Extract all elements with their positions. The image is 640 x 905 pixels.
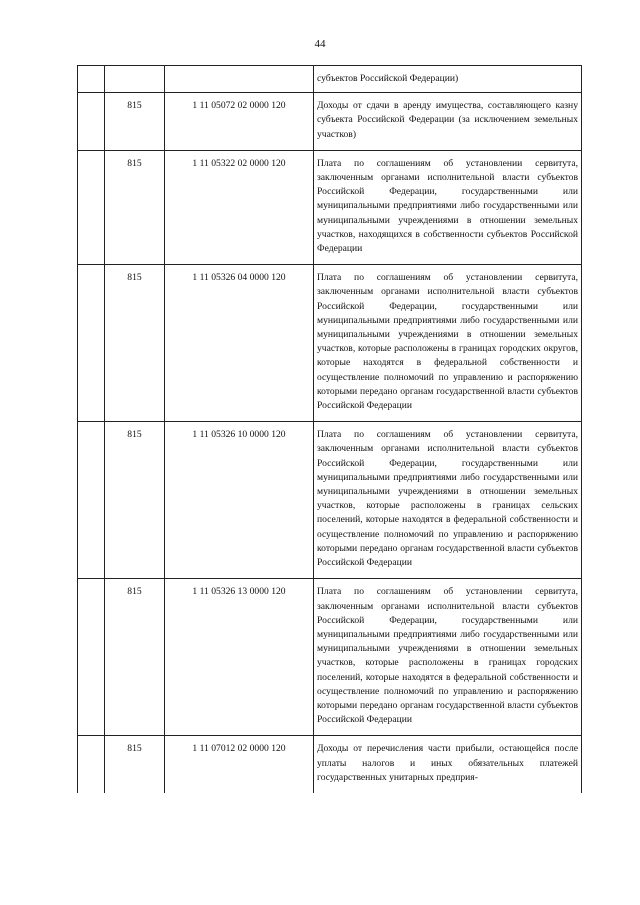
revenue-name-cell: Плата по соглашениям об установлении сервитута, заключенным органами исполнительной власти субъектов Российской Федерации, государственными или муниципальными предприятиями либо государственными или муниципальными учреждениями в отношении земельных участков, которые расположены в границах сельских поселений, которые находятся в федеральной собственности и осуществление полномочий по управлению и распоряжению которыми передано органам государственной власти субъектов Российской Федерации [314,422,582,579]
admin-code-cell: 815 [105,579,165,736]
revenue-name-cell: субъектов Российской Федерации) [314,66,582,93]
table-row [78,579,582,736]
row-number-cell [78,150,105,264]
row-number-cell [78,93,105,151]
revenue-name-cell: Плата по соглашениям об установлении сервитута, заключенным органами исполнительной власти субъектов Российской Федерации, государственными или муниципальными предприятиями либо государственными или муниципальными учреждениями в отношении земельных участков, которые расположены в границах городских поселений, которые находятся в федеральной собственности и осуществление полномочий по управлению и распоряжению которыми передано органам государственной власти субъектов Российской Федерации [314,579,582,736]
table-row [78,93,582,151]
revenue-code-cell: 1 11 05072 02 0000 120 [165,93,314,151]
revenue-code-cell [165,66,314,93]
admin-code-cell: 815 [105,150,165,264]
row-number-cell [78,265,105,422]
table-row [78,66,582,93]
row-number-cell [78,66,105,93]
revenue-name-cell: Доходы от перечисления части прибыли, остающейся после уплаты налогов и иных обязательных платежей государственных унитарных предприя- [314,736,582,793]
page-number: 44 [314,38,326,50]
revenue-code-cell: 1 11 05326 10 0000 120 [165,422,314,579]
revenue-name-cell: Плата по соглашениям об установлении сервитута, заключенным органами исполнительной власти субъектов Российской Федерации, государственными или муниципальными предприятиями либо государственными или муниципальными учреждениями в отношении земельных участков, которые расположены в границах городских округов, которые находятся в федеральной собственности и осуществление полномочий по управлению и распоряжению которыми передано органам государственной власти субъектов Российской Федерации [314,265,582,422]
admin-code-cell: 815 [105,736,165,793]
admin-code-cell: 815 [105,422,165,579]
revenue-codes-table [77,65,582,793]
row-number-cell [78,422,105,579]
admin-code-cell: 815 [105,93,165,151]
revenue-code-cell: 1 11 05326 04 0000 120 [165,265,314,422]
table-row [78,736,582,793]
table-row [78,422,582,579]
revenue-code-cell: 1 11 07012 02 0000 120 [165,736,314,793]
table-row [78,265,582,422]
revenue-name-cell: Доходы от сдачи в аренду имущества, составляющего казну субъекта Российской Федерации (за исключением земельных участков) [314,93,582,151]
revenue-name-cell: Плата по соглашениям об установлении сервитута, заключенным органами исполнительной власти субъектов Российской Федерации, государственными или муниципальными предприятиями либо государственными или муниципальными учреждениями в отношении земельных участков, находящихся в собственности субъектов Российской Федерации [314,150,582,264]
revenue-code-cell: 1 11 05326 13 0000 120 [165,579,314,736]
table-row [78,150,582,264]
admin-code-cell [105,66,165,93]
admin-code-cell: 815 [105,265,165,422]
revenue-code-cell: 1 11 05322 02 0000 120 [165,150,314,264]
row-number-cell [78,579,105,736]
row-number-cell [78,736,105,793]
